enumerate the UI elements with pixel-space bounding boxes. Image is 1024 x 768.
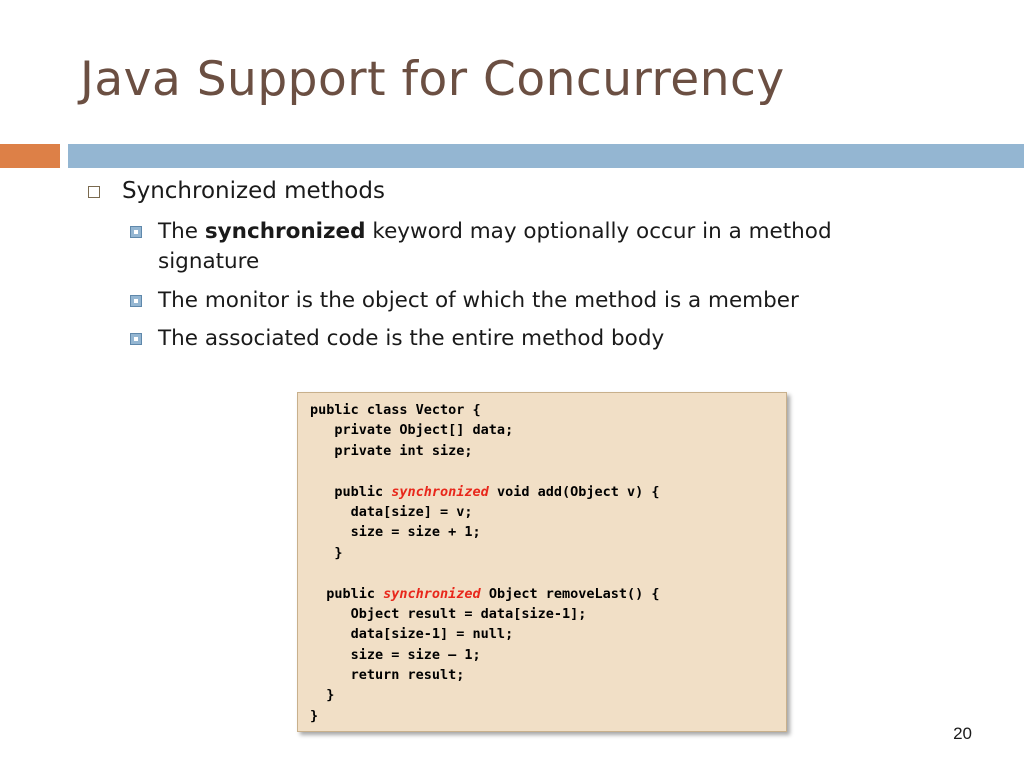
- sub-bullet-associated-code: [130, 324, 930, 354]
- sub-bullet-text: [158, 324, 930, 354]
- square-bullet-icon: [130, 226, 142, 238]
- bullet-synchronized-methods: [88, 178, 385, 204]
- hollow-square-bullet-icon: [88, 186, 100, 198]
- code-text: Object removeLast() {: [480, 585, 660, 602]
- code-line: [310, 441, 786, 461]
- text-segment: The associated code is the entire method body: [158, 326, 665, 351]
- code-text: size = size – 1;: [310, 646, 481, 663]
- code-text: }: [310, 707, 319, 724]
- code-line: [310, 502, 786, 522]
- code-text: public class Vector {: [310, 402, 481, 418]
- code-line: [310, 461, 786, 481]
- code-keyword: synchronized: [383, 585, 481, 602]
- text-segment: The monitor is the object of which the method is a member: [158, 288, 799, 313]
- code-line: [310, 400, 786, 420]
- code-listing: [297, 392, 787, 732]
- square-bullet-icon: [130, 333, 142, 345]
- code-keyword: synchronized: [391, 483, 489, 500]
- bold-keyword: synchronized: [204, 219, 366, 244]
- code-line: [310, 665, 786, 685]
- code-line: [310, 706, 786, 726]
- text-segment: The: [158, 219, 205, 244]
- code-text: private int size;: [310, 442, 473, 459]
- sub-bullet-keyword: [130, 217, 930, 277]
- code-text: size = size + 1;: [310, 524, 481, 541]
- code-text: data[size] = v;: [310, 503, 473, 520]
- code-text: }: [310, 544, 343, 561]
- code-line: [310, 420, 786, 440]
- code-line: [310, 624, 786, 644]
- sub-bullet-text: [158, 217, 930, 277]
- code-text: }: [310, 687, 335, 704]
- code-line: [310, 543, 786, 563]
- code-line: [310, 584, 786, 604]
- code-text: return result;: [310, 667, 465, 684]
- code-text: public: [310, 585, 384, 602]
- code-line: [310, 522, 786, 542]
- code-text: Object result = data[size-1];: [310, 605, 587, 622]
- sub-bullet-text: [158, 286, 930, 316]
- code-line: [310, 482, 786, 502]
- code-text: private Object[] data;: [310, 422, 514, 439]
- sub-bullet-monitor: [130, 286, 930, 316]
- accent-bar-orange: [0, 144, 60, 168]
- code-text: data[size-1] = null;: [310, 626, 514, 643]
- square-bullet-icon: [130, 295, 142, 307]
- text-segment: keyword may optionally occur in a method signature: [158, 219, 832, 274]
- code-line: [310, 645, 786, 665]
- accent-bar-blue: [68, 144, 1024, 168]
- code-text: void add(Object v) {: [488, 483, 660, 500]
- code-line: [310, 685, 786, 705]
- code-line: [310, 563, 786, 583]
- code-text: public: [310, 483, 392, 500]
- bullet-label: Synchronized methods: [122, 178, 385, 204]
- code-line: [310, 604, 786, 624]
- page-number: 20: [953, 724, 972, 743]
- slide-title: Java Support for Concurrency: [80, 52, 785, 107]
